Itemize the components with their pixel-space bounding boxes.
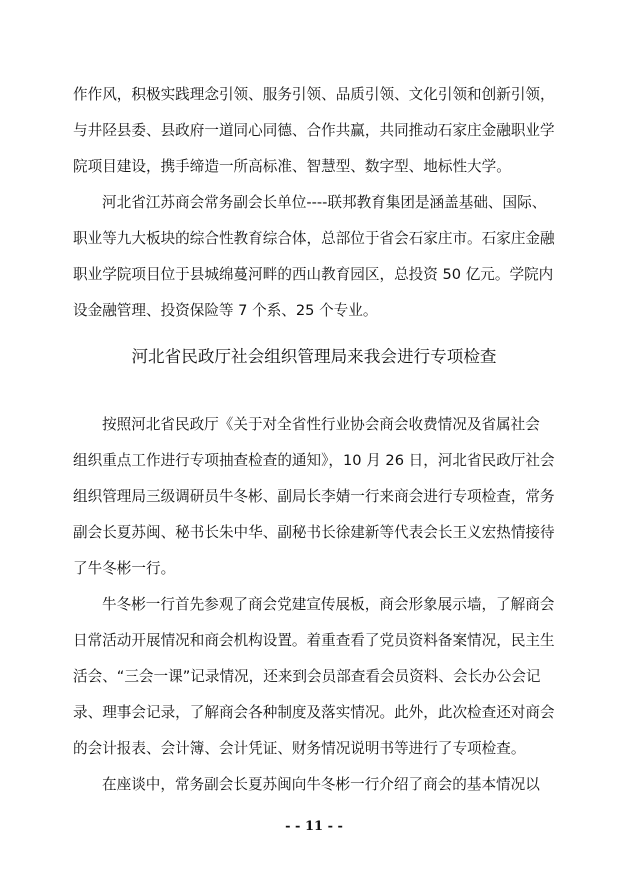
paragraph-4-line-5: 的会计报表、会计簿、会计凭证、财务情况说明书等进行了专项检查。: [73, 740, 526, 757]
paragraph-2-line-4: 设金融管理、投资保险等 7 个系、25 个专业。: [73, 302, 378, 319]
paragraph-3-line-3: 组织管理局三级调研员牛冬彬、副局长李婧一行来商会进行专项检查，常务: [73, 488, 555, 505]
paragraph-1-line-2: 与井陉县委、县政府一道同心同德、合作共赢，共同推动石家庄金融职业学: [73, 122, 555, 139]
paragraph-5-line-1: 在座谈中，常务副会长夏苏闽向牛冬彬一行介绍了商会的基本情况以: [102, 776, 540, 793]
paragraph-3-line-1: 按照河北省民政厅《关于对全省性行业协会商会收费情况及省属社会: [102, 416, 540, 433]
paragraph-2-line-1: 河北省江苏商会常务副会长单位----联邦教育集团是涵盖基础、国际、: [102, 194, 547, 211]
paragraph-4-line-2: 日常活动开展情况和商会机构设置。着重查看了党员资料备案情况，民主生: [73, 632, 555, 649]
paragraph-1-line-1: 作作风，积极实践理念引领、服务引领、品质引领、文化引领和创新引领，: [73, 86, 555, 103]
paragraph-3-line-2: 组织重点工作进行专项抽查检查的通知》，10 月 26 日，河北省民政厅社会: [73, 452, 555, 469]
paragraph-4-line-4: 录、理事会记录，了解商会各种制度及落实情况。此外，此次检查还对商会: [73, 704, 555, 721]
paragraph-4-line-1: 牛冬彬一行首先参观了商会党建宣传展板，商会形象展示墙，了解商会: [102, 596, 555, 613]
paragraph-4-line-3: 活会、“三会一课”记录情况，还来到会员部查看会员资料、会长办公会记: [73, 668, 541, 685]
paragraph-3-line-5: 了牛冬彬一行。: [73, 560, 176, 577]
section-title: 河北省民政厅社会组织管理局来我会进行专项检查: [131, 347, 497, 366]
paragraph-3-line-4: 副会长夏苏闽、秘书长朱中华、副秘书长徐建新等代表会长王义宏热情接待: [73, 524, 555, 541]
paragraph-1-line-3: 院项目建设，携手缔造一所高标准、智慧型、数字型、地标性大学。: [73, 158, 511, 175]
paragraph-2-line-3: 职业学院项目位于县城绵蔓河畔的西山教育园区，总投资 50 亿元。学院内: [73, 266, 554, 283]
paragraph-2-line-2: 职业等九大板块的综合性教育综合体，总部位于省会石家庄市。石家庄金融: [73, 230, 555, 247]
page-number: - - 11 - -: [285, 819, 343, 834]
